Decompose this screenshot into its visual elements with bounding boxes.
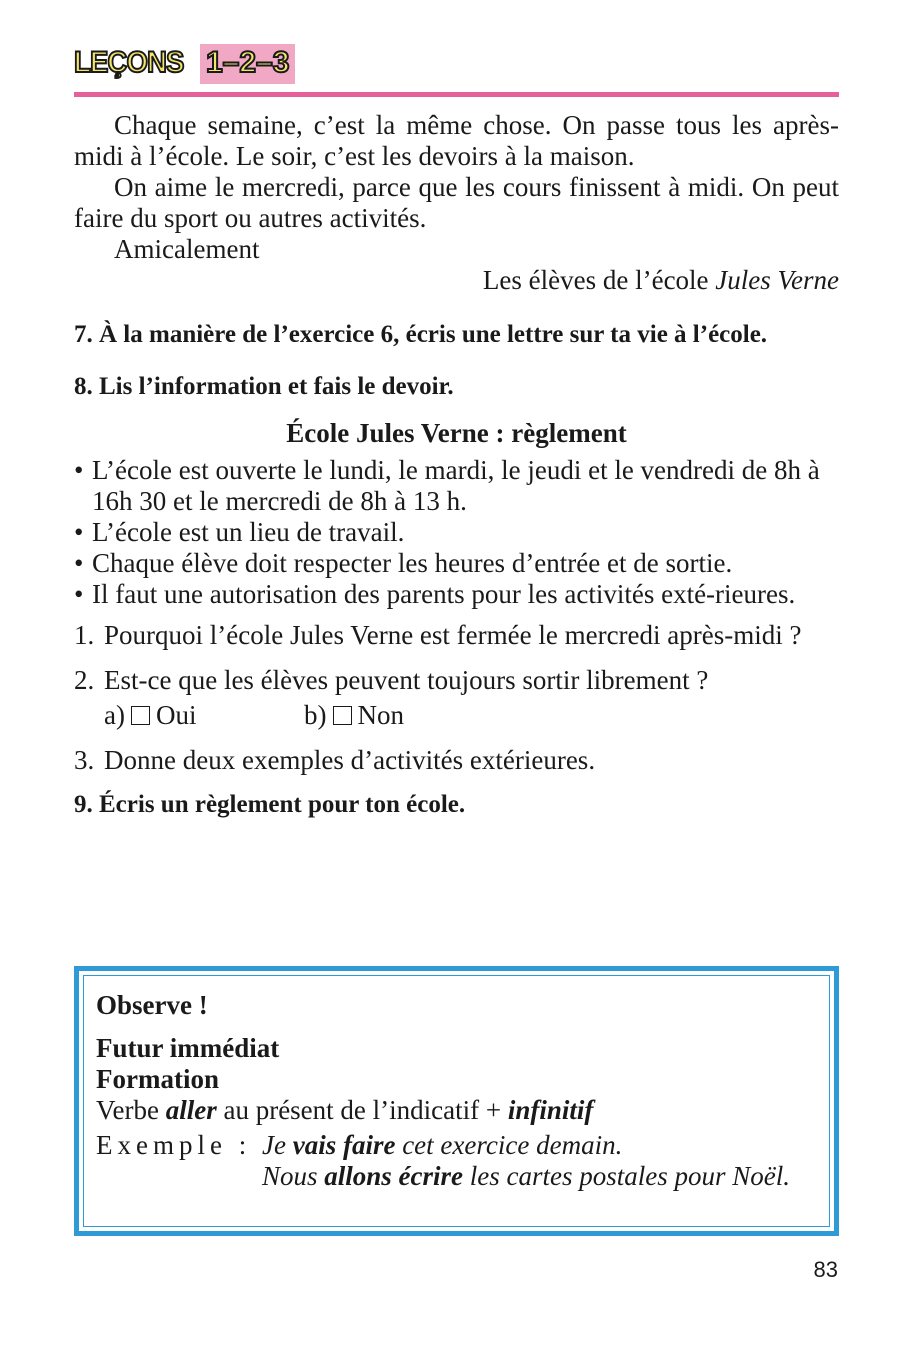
page-number: 83 — [813, 1257, 838, 1282]
grammar-subtitle: Formation — [96, 1064, 219, 1094]
exercise-7: 7. À la manière de l’exercice 6, écris une lettre sur ta vie à l’école. — [74, 321, 768, 348]
grammar-title: Futur immédiat — [96, 1033, 280, 1063]
letter-paragraph-2: On aime le mercredi, parce que les cours finissent à midi. On peut faire du sport ou autres activités. — [74, 172, 839, 233]
option-oui: a) Oui — [104, 700, 197, 730]
rule-item: • Chaque élève doit respecter les heures d’entrée et de sortie. — [74, 548, 733, 578]
checkbox-oui[interactable] — [131, 706, 150, 725]
rules-list — [74, 455, 839, 610]
bullet-icon: • — [74, 455, 84, 485]
observe-box-inner — [83, 975, 830, 1227]
exercise-9: 9. Écris un règlement pour ton école. — [74, 791, 466, 818]
signature-school-name: Jules Verne — [715, 265, 839, 295]
example-sentences — [262, 1130, 790, 1192]
rule-item: • L’école est ouverte le lundi, le mardi, le jeudi et le vendredi de 8h à 16h 30 et le mercredi de 8h à 13 h. — [74, 455, 820, 516]
lessons-number-badge: 1–2–3 — [200, 44, 295, 84]
example-label: Exemple : — [96, 1130, 252, 1160]
textbook-page — [74, 40, 839, 820]
example-sentence-1: Je vais faire cet exercice demain. — [262, 1130, 623, 1160]
letter-signature — [74, 265, 839, 296]
bullet-icon: • — [74, 548, 84, 578]
bullet-icon: • — [74, 579, 84, 609]
question-item: 3. Donne deux exemples d’activités extérieures. — [74, 745, 596, 775]
question-item: 1. Pourquoi l’école Jules Verne est fermée le mercredi après-midi ? — [74, 620, 802, 650]
grammar-rule: Verbe aller au présent de l’indicatif + infinitif — [96, 1095, 594, 1125]
question-item: 2. Est-ce que les élèves peuvent toujours sortir librement ? a) Oui b) Non — [74, 665, 839, 731]
letter-text — [74, 110, 839, 296]
header-divider — [74, 92, 839, 97]
checkbox-non[interactable] — [333, 706, 352, 725]
observe-box — [74, 966, 839, 1236]
rules-title: École Jules Verne : règlement — [286, 418, 627, 448]
signature-prefix: Les élèves de l’école — [482, 265, 716, 295]
answer-options — [104, 700, 839, 731]
bullet-icon: • — [74, 517, 84, 547]
lesson-header — [74, 40, 839, 98]
rule-item: • L’école est un lieu de travail. — [74, 517, 405, 547]
example-block — [96, 1130, 817, 1192]
lessons-title: LEÇONS — [74, 46, 184, 79]
exercise-8: 8. Lis l’information et fais le devoir. — [74, 373, 454, 400]
rule-item: • Il faut une autorisation des parents pour les activités exté-rieures. — [74, 579, 796, 609]
letter-closing: Amicalement — [114, 234, 260, 264]
letter-paragraph-1: Chaque semaine, c’est la même chose. On passe tous les après-midi à l’école. Le soir, c’est les devoirs à la maison. — [74, 110, 839, 171]
observe-heading: Observe ! — [96, 990, 208, 1020]
questions-list — [74, 620, 839, 776]
option-non: b) Non — [304, 700, 404, 730]
example-sentence-2: Nous allons écrire les cartes postales pour Noël. — [262, 1161, 791, 1191]
